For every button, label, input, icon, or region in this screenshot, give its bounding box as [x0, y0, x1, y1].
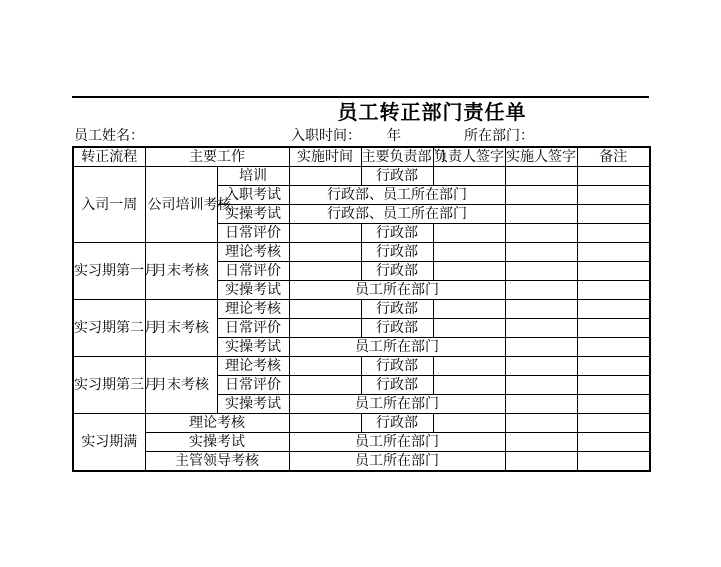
executor-cell[interactable]	[505, 452, 577, 472]
signer-cell[interactable]	[433, 167, 505, 186]
responsibility-table	[72, 146, 651, 472]
group-cell: 公司培训考核	[145, 167, 217, 243]
top-rule	[72, 96, 649, 98]
stage-cell: 实习期第三月	[73, 357, 145, 414]
stage-cell: 入司一周	[73, 167, 145, 243]
dept-cell: 行政部	[361, 224, 433, 243]
table-row	[73, 167, 650, 186]
time-cell[interactable]	[289, 300, 361, 319]
remark-cell[interactable]	[577, 186, 650, 205]
remark-cell[interactable]	[577, 414, 650, 433]
group-cell: 月末考核	[145, 300, 217, 357]
item-cell: 理论考核	[217, 357, 289, 376]
dept-cell: 员工所在部门	[289, 338, 505, 357]
group-cell: 月末考核	[145, 243, 217, 300]
item-cell: 日常评价	[217, 262, 289, 281]
dept-cell: 员工所在部门	[289, 395, 505, 414]
item-cell: 日常评价	[217, 376, 289, 395]
table-row	[73, 243, 650, 262]
dept-cell: 员工所在部门	[289, 433, 505, 452]
header-cell: 备注	[577, 147, 650, 167]
item-cell: 实操考试	[217, 338, 289, 357]
dept-cell: 员工所在部门	[289, 281, 505, 300]
header-cell: 负责人签字	[434, 149, 504, 165]
executor-cell[interactable]	[505, 186, 577, 205]
table-row	[73, 414, 650, 433]
stage-cell: 实习期第二月	[73, 300, 145, 357]
executor-cell[interactable]	[505, 281, 577, 300]
remark-cell[interactable]	[577, 338, 650, 357]
dept-cell: 行政部、员工所在部门	[289, 186, 505, 205]
stage-cell: 实习期满	[73, 414, 145, 472]
header-cell: 主要工作	[145, 147, 289, 167]
item-cell: 实操考试	[217, 205, 289, 224]
remark-cell[interactable]	[577, 262, 650, 281]
executor-cell[interactable]	[505, 167, 577, 186]
header-cell: 实施人签字	[506, 149, 576, 165]
employee-name-label: 员工姓名：	[74, 128, 144, 144]
item-cell: 实操考试	[145, 433, 289, 452]
item-cell: 日常评价	[217, 319, 289, 338]
remark-cell[interactable]	[577, 452, 650, 472]
item-cell: 理论考核	[217, 300, 289, 319]
item-cell: 培训	[217, 167, 289, 186]
dept-cell: 行政部	[361, 357, 433, 376]
executor-cell[interactable]	[505, 300, 577, 319]
dept-cell: 行政部	[361, 262, 433, 281]
executor-cell[interactable]	[505, 338, 577, 357]
item-cell: 实操考试	[217, 281, 289, 300]
remark-cell[interactable]	[577, 281, 650, 300]
table-row	[73, 433, 650, 452]
remark-cell[interactable]	[577, 319, 650, 338]
page-title: 员工转正部门责任单	[337, 100, 527, 124]
dept-cell: 行政部	[361, 376, 433, 395]
remark-cell[interactable]	[577, 167, 650, 186]
executor-cell[interactable]	[505, 395, 577, 414]
signer-cell[interactable]	[433, 262, 505, 281]
dept-cell: 行政部	[361, 319, 433, 338]
join-year-label: 年	[387, 128, 401, 144]
time-cell[interactable]	[289, 243, 361, 262]
header-cell: 实施时间	[289, 147, 361, 167]
remark-cell[interactable]	[577, 357, 650, 376]
dept-cell: 行政部	[361, 167, 433, 186]
executor-cell[interactable]	[505, 414, 577, 433]
department-label: 所在部门：	[464, 128, 534, 144]
table-row	[73, 357, 650, 376]
remark-cell[interactable]	[577, 433, 650, 452]
signer-cell[interactable]	[433, 376, 505, 395]
executor-cell[interactable]	[505, 205, 577, 224]
stage-cell: 实习期第一月	[73, 243, 145, 300]
group-cell: 月末考核	[145, 357, 217, 414]
signer-cell[interactable]	[433, 319, 505, 338]
time-cell[interactable]	[289, 167, 361, 186]
remark-cell[interactable]	[577, 395, 650, 414]
time-cell[interactable]	[289, 262, 361, 281]
item-cell: 理论考核	[217, 243, 289, 262]
dept-cell: 行政部	[361, 243, 433, 262]
executor-cell[interactable]	[505, 262, 577, 281]
table-row	[73, 452, 650, 472]
remark-cell[interactable]	[577, 224, 650, 243]
dept-cell: 行政部、员工所在部门	[289, 205, 505, 224]
signer-cell[interactable]	[433, 243, 505, 262]
remark-cell[interactable]	[577, 300, 650, 319]
executor-cell[interactable]	[505, 376, 577, 395]
remark-cell[interactable]	[577, 205, 650, 224]
item-cell: 入职考试	[217, 186, 289, 205]
join-date-label: 入职时间：	[291, 128, 361, 144]
signer-cell[interactable]	[433, 224, 505, 243]
time-cell[interactable]	[289, 376, 361, 395]
signer-cell[interactable]	[433, 300, 505, 319]
remark-cell[interactable]	[577, 376, 650, 395]
dept-cell: 行政部	[361, 300, 433, 319]
time-cell[interactable]	[289, 414, 361, 433]
item-cell: 实操考试	[217, 395, 289, 414]
item-cell: 主管领导考核	[145, 452, 289, 472]
header-row	[73, 147, 650, 167]
signer-cell[interactable]	[433, 414, 505, 433]
header-cell: 主要负责部门	[361, 149, 446, 165]
executor-cell[interactable]	[505, 243, 577, 262]
signer-cell[interactable]	[433, 357, 505, 376]
time-cell[interactable]	[289, 357, 361, 376]
executor-cell[interactable]	[505, 433, 577, 452]
header-cell: 转正流程	[73, 147, 145, 167]
executor-cell[interactable]	[505, 319, 577, 338]
item-cell: 理论考核	[145, 414, 289, 433]
executor-cell[interactable]	[505, 357, 577, 376]
time-cell[interactable]	[289, 224, 361, 243]
item-cell: 日常评价	[217, 224, 289, 243]
dept-cell: 员工所在部门	[289, 452, 505, 472]
time-cell[interactable]	[289, 319, 361, 338]
table-row	[73, 300, 650, 319]
executor-cell[interactable]	[505, 224, 577, 243]
remark-cell[interactable]	[577, 243, 650, 262]
dept-cell: 行政部	[361, 414, 433, 433]
